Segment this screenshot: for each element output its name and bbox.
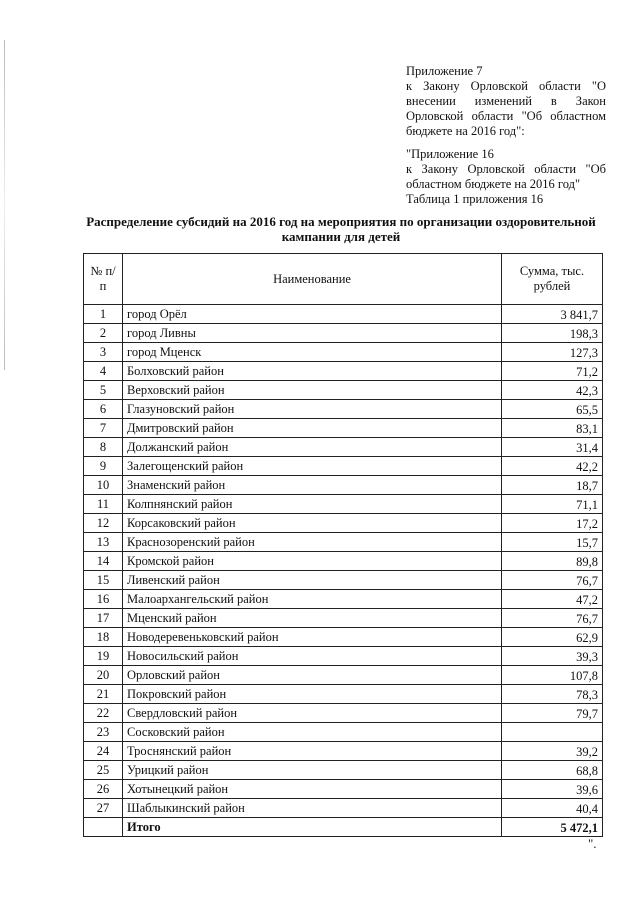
document-title: Распределение субсидий на 2016 год на мероприятия по организации оздоровительной кампании для детей (86, 214, 596, 244)
appendix-header (406, 64, 606, 207)
table-row (84, 324, 603, 343)
row-number: 14 (84, 552, 123, 571)
row-sum: 71,2 (502, 362, 603, 381)
table-row (84, 780, 603, 799)
row-sum: 89,8 (502, 552, 603, 571)
table-row (84, 723, 603, 742)
row-name: Корсаковский район (123, 514, 502, 533)
row-number: 9 (84, 457, 123, 476)
row-sum: 76,7 (502, 609, 603, 628)
row-sum: 127,3 (502, 343, 603, 362)
row-name: Орловский район (123, 666, 502, 685)
row-sum: 76,7 (502, 571, 603, 590)
total-row (84, 818, 603, 837)
row-sum: 198,3 (502, 324, 603, 343)
table-row (84, 400, 603, 419)
table-row (84, 647, 603, 666)
row-number: 11 (84, 495, 123, 514)
column-header-name: Наименование (123, 254, 502, 305)
row-name: Дмитровский район (123, 419, 502, 438)
appendix-16-law-reference: к Закону Орловской области "Об областном бюджете на 2016 год" (406, 162, 606, 191)
row-name: город Ливны (123, 324, 502, 343)
row-number: 26 (84, 780, 123, 799)
table-row (84, 609, 603, 628)
row-name: Шаблыкинский район (123, 799, 502, 818)
row-sum: 107,8 (502, 666, 603, 685)
row-name: Хотынецкий район (123, 780, 502, 799)
table-row (84, 666, 603, 685)
row-sum: 68,8 (502, 761, 603, 780)
row-sum: 78,3 (502, 685, 603, 704)
row-number: 13 (84, 533, 123, 552)
row-sum: 62,9 (502, 628, 603, 647)
row-number: 12 (84, 514, 123, 533)
appendix-law-reference: к Закону Орловской области "О внесении изменений в Закон Орловской области "Об областном бюджете на 2016 год": (406, 79, 606, 138)
column-header-sum: Сумма, тыс. рублей (502, 254, 603, 305)
row-sum: 65,5 (502, 400, 603, 419)
scan-edge-shadow (4, 40, 5, 370)
row-name: Свердловский район (123, 704, 502, 723)
row-name: Верховский район (123, 381, 502, 400)
table-row (84, 685, 603, 704)
row-name: город Мценск (123, 343, 502, 362)
table-row (84, 476, 603, 495)
row-sum: 42,3 (502, 381, 603, 400)
table-row (84, 343, 603, 362)
row-name: Покровский район (123, 685, 502, 704)
table-row (84, 362, 603, 381)
row-sum: 42,2 (502, 457, 603, 476)
row-name: Мценский район (123, 609, 502, 628)
row-number: 1 (84, 305, 123, 324)
table-row (84, 514, 603, 533)
row-sum: 39,3 (502, 647, 603, 666)
row-sum: 83,1 (502, 419, 603, 438)
row-number: 25 (84, 761, 123, 780)
row-number: 8 (84, 438, 123, 457)
table-row (84, 704, 603, 723)
table-row (84, 571, 603, 590)
row-number: 6 (84, 400, 123, 419)
table-row (84, 438, 603, 457)
row-number: 3 (84, 343, 123, 362)
row-name: Залегощенский район (123, 457, 502, 476)
row-name: Малоархангельский район (123, 590, 502, 609)
row-name: Колпнянский район (123, 495, 502, 514)
row-name: Краснозоренский район (123, 533, 502, 552)
row-name: Новодеревеньковский район (123, 628, 502, 647)
table-row (84, 495, 603, 514)
appendix-16-number: "Приложение 16 (406, 147, 494, 161)
row-number: 15 (84, 571, 123, 590)
row-number: 22 (84, 704, 123, 723)
table-row (84, 590, 603, 609)
row-name: Ливенский район (123, 571, 502, 590)
table-row (84, 628, 603, 647)
table-row (84, 799, 603, 818)
table-body (84, 305, 603, 818)
row-number: 21 (84, 685, 123, 704)
row-number: 17 (84, 609, 123, 628)
row-sum: 17,2 (502, 514, 603, 533)
row-number: 2 (84, 324, 123, 343)
table-row (84, 457, 603, 476)
row-number: 7 (84, 419, 123, 438)
row-name: Новосильский район (123, 647, 502, 666)
subsidy-table (83, 253, 603, 837)
row-name: Знаменский район (123, 476, 502, 495)
row-sum: 39,2 (502, 742, 603, 761)
row-sum: 18,7 (502, 476, 603, 495)
row-name: город Орёл (123, 305, 502, 324)
column-header-number: № п/п (84, 254, 123, 305)
table-label: Таблица 1 приложения 16 (406, 192, 544, 206)
row-sum: 71,1 (502, 495, 603, 514)
row-name: Глазуновский район (123, 400, 502, 419)
row-name: Троснянский район (123, 742, 502, 761)
table-header-row (84, 254, 603, 305)
row-number: 5 (84, 381, 123, 400)
table-row (84, 305, 603, 324)
table-row (84, 761, 603, 780)
row-number: 24 (84, 742, 123, 761)
row-number: 20 (84, 666, 123, 685)
total-number-cell (84, 818, 123, 837)
total-sum: 5 472,1 (502, 818, 603, 837)
row-number: 16 (84, 590, 123, 609)
row-number: 19 (84, 647, 123, 666)
row-number: 23 (84, 723, 123, 742)
row-sum: 31,4 (502, 438, 603, 457)
row-name: Урицкий район (123, 761, 502, 780)
table-row (84, 552, 603, 571)
table-row (84, 381, 603, 400)
table-row (84, 419, 603, 438)
row-name: Кромской район (123, 552, 502, 571)
row-name: Сосковский район (123, 723, 502, 742)
row-sum: 39,6 (502, 780, 603, 799)
table-row (84, 533, 603, 552)
table-row (84, 742, 603, 761)
row-name: Болховский район (123, 362, 502, 381)
row-sum (502, 723, 603, 742)
appendix-number: Приложение 7 (406, 64, 483, 78)
row-sum: 47,2 (502, 590, 603, 609)
total-label: Итого (123, 818, 502, 837)
row-sum: 3 841,7 (502, 305, 603, 324)
closing-quote-mark: ". (588, 836, 597, 851)
row-number: 27 (84, 799, 123, 818)
row-sum: 40,4 (502, 799, 603, 818)
row-sum: 79,7 (502, 704, 603, 723)
row-number: 18 (84, 628, 123, 647)
row-number: 10 (84, 476, 123, 495)
row-number: 4 (84, 362, 123, 381)
row-name: Должанский район (123, 438, 502, 457)
row-sum: 15,7 (502, 533, 603, 552)
